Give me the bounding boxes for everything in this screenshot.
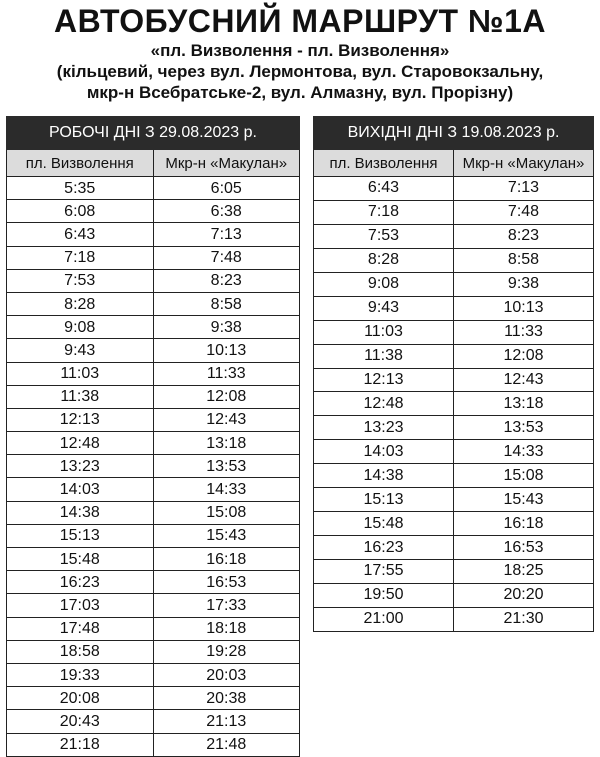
departure-time-cell: 14:38 [314,464,454,488]
timetable-row [314,464,594,488]
timetable-row [314,536,594,560]
departure-time-cell: 17:55 [314,560,454,584]
return-time-cell: 8:23 [153,269,300,292]
return-time-cell: 11:33 [153,362,300,385]
timetable-row [7,200,300,223]
departure-time-cell: 11:03 [314,320,454,344]
departure-time-cell: 6:43 [7,223,154,246]
return-time-cell: 20:20 [454,583,594,607]
departure-time-cell: 13:23 [314,416,454,440]
departure-time-cell: 14:03 [314,440,454,464]
timetable-row [7,269,300,292]
departure-time-cell: 13:23 [7,455,154,478]
departure-time-cell: 19:50 [314,583,454,607]
departure-time-cell: 9:43 [7,339,154,362]
return-time-cell: 12:08 [153,385,300,408]
timetable-row [314,320,594,344]
departure-time-cell: 7:18 [7,246,154,269]
return-time-cell: 6:05 [153,177,300,200]
departure-time-cell: 7:18 [314,200,454,224]
departure-time-cell: 11:38 [7,385,154,408]
departure-time-cell: 20:08 [7,687,154,710]
departure-time-cell: 7:53 [314,224,454,248]
timetable-row [7,617,300,640]
timetable-row [7,362,300,385]
timetable-row [7,548,300,571]
return-time-cell: 16:53 [454,536,594,560]
return-time-cell: 14:33 [454,440,594,464]
weekday-timetable [6,116,300,757]
weekday-caption: РОБОЧІ ДНІ З 29.08.2023 р. [7,117,300,150]
return-time-cell: 13:53 [454,416,594,440]
return-time-cell: 13:18 [454,392,594,416]
return-time-cell: 10:13 [454,296,594,320]
weekday-column-header-departure: пл. Визволення [7,150,154,177]
timetable-row [314,392,594,416]
weekday-column-header-return: Мкр-н «Макулан» [153,150,300,177]
departure-time-cell: 8:28 [314,248,454,272]
departure-time-cell: 7:53 [7,269,154,292]
timetable-row [314,248,594,272]
departure-time-cell: 12:48 [7,432,154,455]
return-time-cell: 8:23 [454,224,594,248]
timetable-row [314,272,594,296]
return-time-cell: 10:13 [153,339,300,362]
return-time-cell: 19:28 [153,640,300,663]
timetable-row [7,524,300,547]
timetable-row [314,512,594,536]
departure-time-cell: 19:33 [7,663,154,686]
return-time-cell: 17:33 [153,594,300,617]
return-time-cell: 9:38 [153,316,300,339]
timetable-row [314,224,594,248]
return-time-cell: 8:58 [153,292,300,315]
return-time-cell: 15:43 [454,488,594,512]
return-time-cell: 20:38 [153,687,300,710]
timetable-row [7,478,300,501]
return-time-cell: 12:43 [153,408,300,431]
timetable-row [7,571,300,594]
timetable-row [7,339,300,362]
return-time-cell: 11:33 [454,320,594,344]
timetable-row [7,223,300,246]
timetable-row [7,640,300,663]
departure-time-cell: 17:48 [7,617,154,640]
departure-time-cell: 6:08 [7,200,154,223]
timetable-row [7,385,300,408]
timetable-row [7,246,300,269]
departure-time-cell: 5:35 [7,177,154,200]
timetable-row [7,663,300,686]
weekend-timetable [313,116,594,632]
timetable-row [7,455,300,478]
return-time-cell: 18:18 [153,617,300,640]
return-time-cell: 21:48 [153,733,300,756]
timetable-row [314,416,594,440]
return-time-cell: 9:38 [454,272,594,296]
departure-time-cell: 15:13 [7,524,154,547]
departure-time-cell: 8:28 [7,292,154,315]
departure-time-cell: 21:00 [314,607,454,631]
departure-time-cell: 9:08 [7,316,154,339]
timetable-row [314,440,594,464]
weekend-column-header-return: Мкр-н «Макулан» [454,150,594,177]
departure-time-cell: 21:18 [7,733,154,756]
timetable-row [314,368,594,392]
departure-time-cell: 15:48 [314,512,454,536]
return-time-cell: 14:33 [153,478,300,501]
schedule-header [0,4,600,103]
return-time-cell: 7:13 [454,177,594,201]
departure-time-cell: 15:13 [314,488,454,512]
timetable-row [314,344,594,368]
departure-time-cell: 11:03 [7,362,154,385]
return-time-cell: 7:48 [153,246,300,269]
departure-time-cell: 14:03 [7,478,154,501]
page-title: АВТОБУСНИЙ МАРШРУТ №1А [54,3,546,39]
timetable-row [7,501,300,524]
timetable-row [314,488,594,512]
departure-time-cell: 9:43 [314,296,454,320]
return-time-cell: 15:08 [153,501,300,524]
departure-time-cell: 12:48 [314,392,454,416]
timetable-row [314,200,594,224]
return-time-cell: 13:53 [153,455,300,478]
return-time-cell: 8:58 [454,248,594,272]
departure-time-cell: 11:38 [314,344,454,368]
timetable-row [314,607,594,631]
timetable-row [314,296,594,320]
departure-time-cell: 18:58 [7,640,154,663]
timetable-row [7,316,300,339]
departure-time-cell: 9:08 [314,272,454,296]
weekend-column-header-departure: пл. Визволення [314,150,454,177]
route-description-line-2: мкр-н Всебратське-2, вул. Алмазну, вул. Прорізну) [86,83,514,102]
departure-time-cell: 16:23 [7,571,154,594]
timetable-row [7,687,300,710]
departure-time-cell: 12:13 [314,368,454,392]
timetable-row [7,710,300,733]
timetable-row [314,177,594,201]
return-time-cell: 6:38 [153,200,300,223]
departure-time-cell: 16:23 [314,536,454,560]
timetable-row [7,292,300,315]
departure-time-cell: 14:38 [7,501,154,524]
timetable-row [7,177,300,200]
departure-time-cell: 6:43 [314,177,454,201]
return-time-cell: 13:18 [153,432,300,455]
timetable-row [314,560,594,584]
departure-time-cell: 17:03 [7,594,154,617]
return-time-cell: 12:08 [454,344,594,368]
departure-time-cell: 20:43 [7,710,154,733]
return-time-cell: 12:43 [454,368,594,392]
return-time-cell: 21:13 [153,710,300,733]
departure-time-cell: 12:13 [7,408,154,431]
weekend-caption: ВИХІДНІ ДНІ З 19.08.2023 р. [314,117,594,150]
return-time-cell: 20:03 [153,663,300,686]
return-time-cell: 15:43 [153,524,300,547]
departure-time-cell: 15:48 [7,548,154,571]
timetable-row [314,583,594,607]
return-time-cell: 7:48 [454,200,594,224]
return-time-cell: 7:13 [153,223,300,246]
return-time-cell: 16:53 [153,571,300,594]
return-time-cell: 15:08 [454,464,594,488]
timetable-row [7,733,300,756]
weekend-schedule [313,116,594,632]
timetable-row [7,594,300,617]
weekday-schedule [6,116,300,757]
route-subtitle: «пл. Визволення - пл. Визволення» [150,41,450,60]
return-time-cell: 16:18 [454,512,594,536]
timetable-row [7,408,300,431]
return-time-cell: 16:18 [153,548,300,571]
return-time-cell: 21:30 [454,607,594,631]
return-time-cell: 18:25 [454,560,594,584]
route-description-line-1: (кільцевий, через вул. Лермонтова, вул. Старовокзальну, [56,62,544,81]
timetable-row [7,432,300,455]
